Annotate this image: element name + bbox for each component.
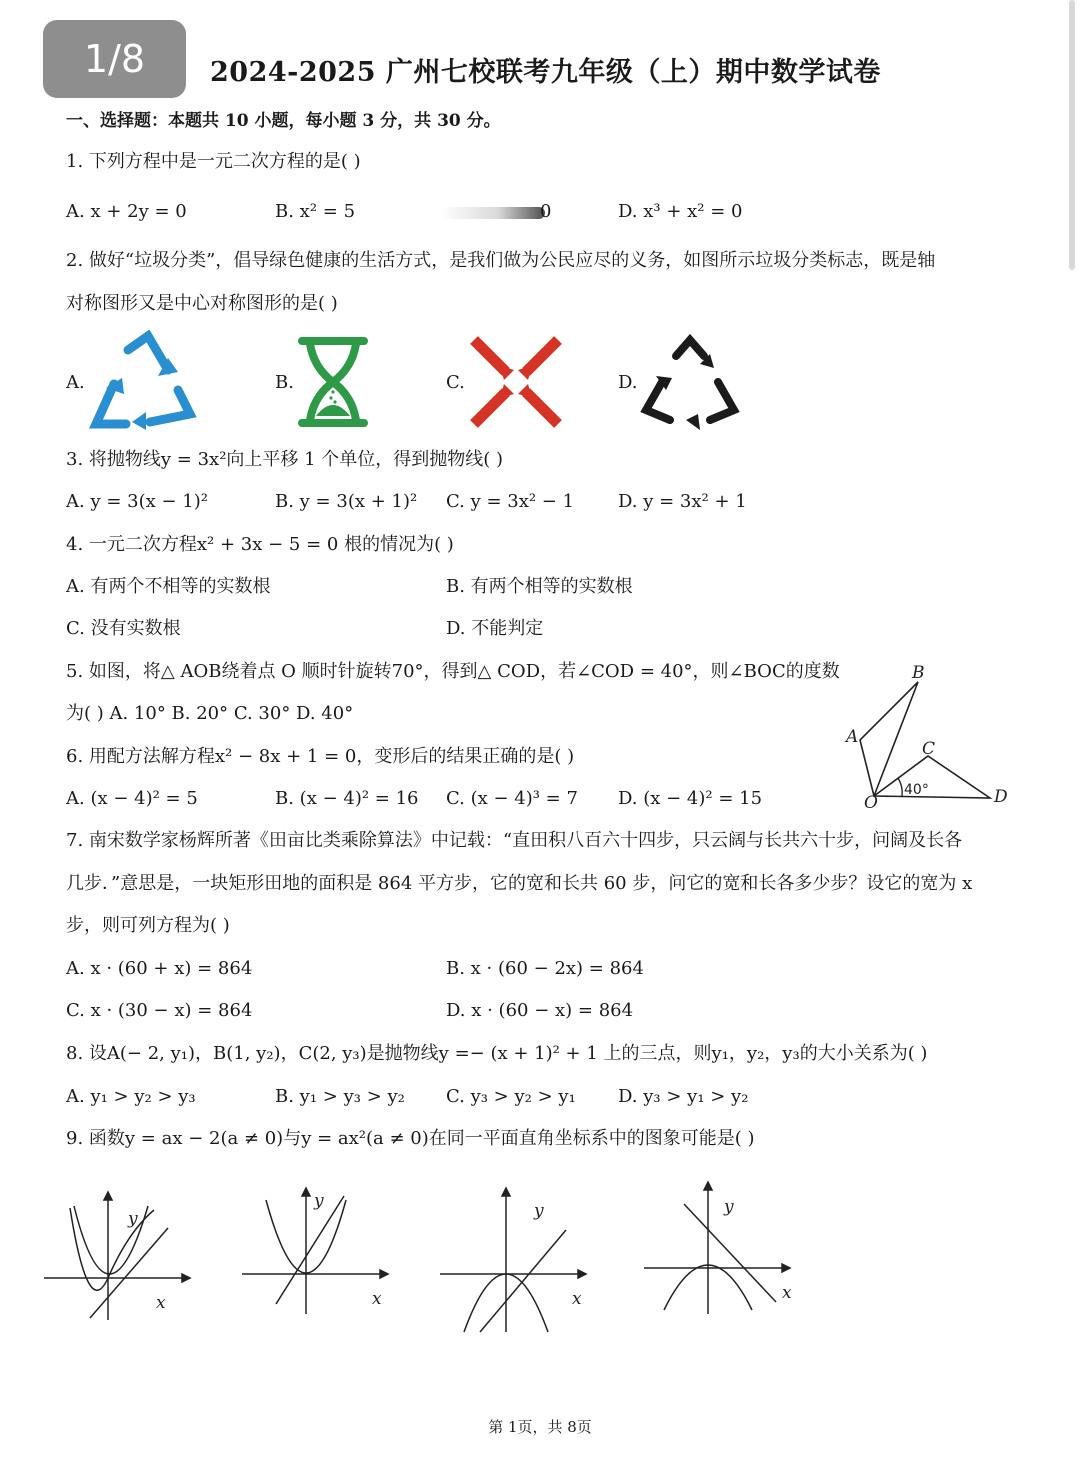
- q1-option-b: B. x² = 5: [275, 201, 356, 222]
- q4-option-d: D. 不能判定: [446, 618, 544, 639]
- q4-stem: 4. 一元二次方程x² + 3x − 5 = 0 根的情况为( ): [66, 534, 454, 555]
- page-indicator: 1/8: [43, 20, 186, 98]
- q9-graph-b: [240, 1186, 390, 1316]
- q5-label-a: A: [846, 727, 859, 747]
- q3-option-d: D. y = 3x² + 1: [618, 491, 747, 512]
- q9-graph-d: [640, 1180, 800, 1320]
- q3-option-b: B. y = 3(x + 1)²: [275, 491, 418, 512]
- q1-stem: 1. 下列方程中是一元二次方程的是( ): [66, 151, 361, 172]
- scrollbar[interactable]: [1069, 0, 1075, 270]
- q9-graph-c: [438, 1186, 588, 1336]
- q1-option-c-obscured: [440, 207, 545, 219]
- q8-option-d: D. y₃ > y₁ > y₂: [618, 1086, 749, 1107]
- q2-option-a-label: A.: [66, 372, 85, 393]
- q1-option-d: D. x³ + x² = 0: [618, 201, 743, 222]
- q5-label-b: B: [912, 663, 925, 683]
- q6-option-c: C. (x − 4)³ = 7: [446, 788, 578, 809]
- q5-stem-line1: 5. 如图，将△ AOB绕着点 O 顺时针旋转70°，得到△ COD，若∠COD = 40°，则∠BOC的度数: [66, 661, 840, 682]
- q7-stem-line3: 步，则可列方程为( ): [66, 915, 230, 936]
- q2-option-d-label: D.: [618, 372, 638, 393]
- q8-option-b: B. y₁ > y₃ > y₂: [275, 1086, 405, 1107]
- q7-option-b: B. x · (60 − 2x) = 864: [446, 958, 644, 979]
- recycle-blue-icon: [88, 332, 194, 430]
- q2-stem-line1: 2. 做好“垃圾分类”，倡导绿色健康的生活方式，是我们做为公民应尽的义务，如图所示垃圾分类标志，既是轴: [66, 250, 936, 271]
- q5-label-d: D: [994, 787, 1008, 807]
- q1-option-c-tail: 0: [540, 201, 552, 222]
- q5-angle-label: 40°: [904, 782, 929, 798]
- page-title: 2024-2025 广州七校联考九年级（上）期中数学试卷: [210, 57, 881, 88]
- q7-option-a: A. x · (60 + x) = 864: [66, 958, 253, 979]
- q9-stem: 9. 函数y = ax − 2(a ≠ 0)与y = ax²(a ≠ 0)在同一平面直角坐标系中的图象可能是( ): [66, 1128, 755, 1149]
- q5-stem-line2: 为( ) A. 10° B. 20° C. 30° D. 40°: [66, 703, 354, 724]
- q7-stem-line2: 几步．”意思是，一块矩形田地的面积是 864 平方步，它的宽和长共 60 步，问它的宽和长各多少步？设它的宽为 x: [66, 873, 973, 894]
- arrows-cross-red-icon: [470, 336, 562, 428]
- q7-stem-line1: 7. 南宋数学家杨辉所著《田亩比类乘除算法》中记载：“直田积八百六十四步，只云阔与长共六十步，问阔及长各: [66, 830, 963, 851]
- q5-label-o: O: [864, 793, 878, 813]
- q1-option-a: A. x + 2y = 0: [66, 201, 187, 222]
- q6-stem: 6. 用配方法解方程x² − 8x + 1 = 0，变形后的结果正确的是( ): [66, 746, 575, 767]
- q9c-label-y: y: [534, 1201, 544, 1221]
- q3-option-a: A. y = 3(x − 1)²: [66, 491, 208, 512]
- q2-option-c-label: C.: [446, 372, 465, 393]
- q4-option-a: A. 有两个不相等的实数根: [66, 576, 271, 597]
- q9c-label-x: x: [572, 1289, 582, 1309]
- q8-option-a: A. y₁ > y₂ > y₃: [66, 1086, 196, 1107]
- q9b-label-y: y: [314, 1191, 324, 1211]
- page-footer: 第 1页，共 8页: [488, 1418, 592, 1436]
- hourglass-green-icon: [298, 336, 368, 428]
- q8-option-c: C. y₃ > y₂ > y₁: [446, 1086, 576, 1107]
- q5-rotation-figure: [840, 660, 1020, 813]
- q6-option-b: B. (x − 4)² = 16: [275, 788, 419, 809]
- q6-option-a: A. (x − 4)² = 5: [66, 788, 198, 809]
- recycle-black-icon: [640, 334, 740, 430]
- q3-option-c: C. y = 3x² − 1: [446, 491, 575, 512]
- q9-graph-a: [44, 1192, 194, 1322]
- q9d-label-x: x: [782, 1283, 792, 1303]
- q7-option-c: C. x · (30 − x) = 864: [66, 1000, 253, 1021]
- q3-stem: 3. 将抛物线y = 3x²向上平移 1 个单位，得到抛物线( ): [66, 449, 504, 470]
- q9a-label-y: y: [128, 1209, 138, 1229]
- q9d-label-y: y: [724, 1197, 734, 1217]
- q4-option-b: B. 有两个相等的实数根: [446, 576, 633, 597]
- q4-option-c: C. 没有实数根: [66, 618, 181, 639]
- section-heading: 一、选择题：本题共 10 小题，每小题 3 分，共 30 分。: [66, 111, 501, 131]
- q2-option-b-label: B.: [275, 372, 294, 393]
- q2-stem-line2: 对称图形又是中心对称图形的是( ): [66, 293, 338, 314]
- q5-angle-arc: [898, 778, 902, 796]
- q9b-label-x: x: [372, 1289, 382, 1309]
- q7-option-d: D. x · (60 − x) = 864: [446, 1000, 634, 1021]
- q5-label-c: C: [922, 739, 936, 759]
- q6-option-d: D. (x − 4)² = 15: [618, 788, 763, 809]
- q8-stem: 8. 设A(− 2, y₁)，B(1, y₂)，C(2, y₃)是抛物线y =− (x + 1)² + 1 上的三点，则y₁，y₂，y₃的大小关系为( ): [66, 1043, 928, 1064]
- q9a-label-x: x: [156, 1293, 166, 1313]
